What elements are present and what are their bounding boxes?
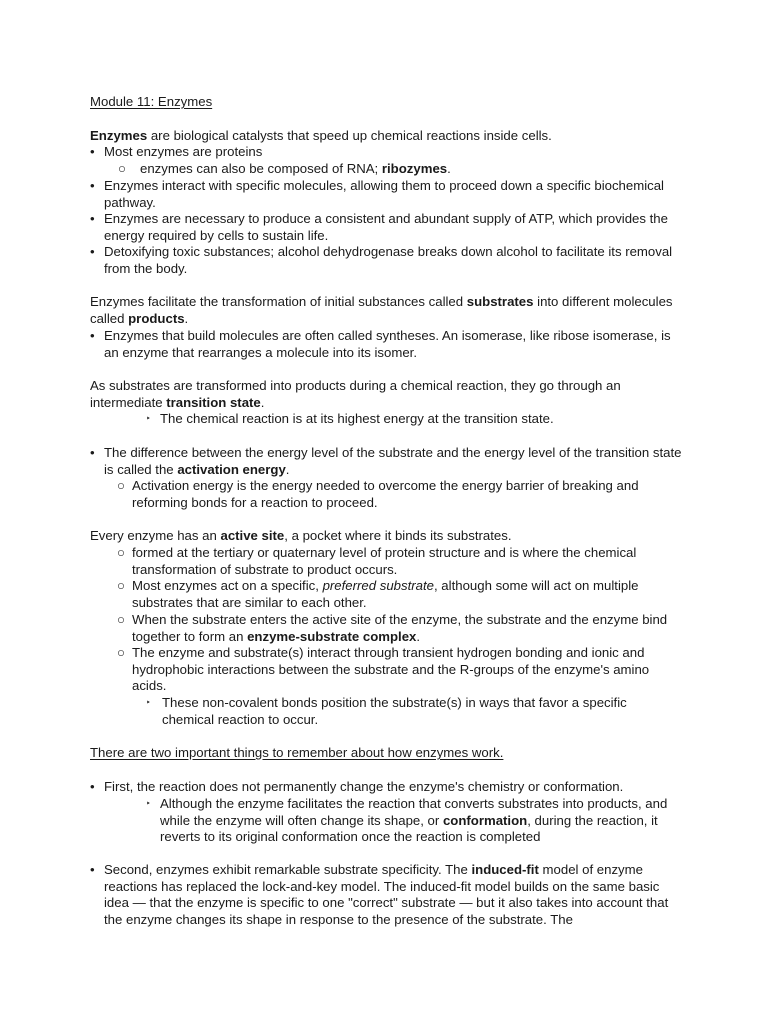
enzymes-intro: Enzymes are biological catalysts that speed up chemical reactions inside cells. [90,128,552,143]
circle-marker: ○ [117,545,125,560]
bullet-marker: • [90,244,95,259]
list-item: ○ enzymes can also be composed of RNA; ribozymes. [118,161,451,176]
bullet-marker: • [90,862,95,877]
term-active-site: active site [220,528,285,543]
term-induced-fit: induced-fit [471,862,539,877]
term-conformation: conformation [442,812,528,828]
bullet-marker: • [90,445,95,460]
list-item: ‣ These non-covalent bonds position the substrate(s) in ways that favor a specific chemical reaction to occur. [146,695,627,727]
arrow-marker: ‣ [146,698,151,707]
circle-marker: ○ [117,578,125,593]
module-title: Module 11: Enzymes [90,94,213,109]
term-preferred-substrate: preferred substrate [322,578,434,593]
list-item: • Enzymes that build molecules are often called syntheses. An isomerase, like ribose isomerase, is an enzyme that rearranges a molecule into its isomer. [90,328,671,360]
list-item: • Second, enzymes exhibit remarkable substrate specificity. The induced-fit model of enzyme reactions has replaced the lock-and-key model. The induced-fit model builds on the same basic idea — that the enzyme is specific to one "correct" substrate — but it also takes into account that the enzyme changes its shape in response to the presence of the substrate. The [90,862,669,927]
list-item: ○ When the substrate enters the active site of the enzyme, the substrate and the enzyme bind together to form an enzyme-substrate complex. [117,612,668,644]
arrow-marker: ‣ [146,414,151,423]
bullet-marker: • [90,211,95,226]
list-item: ○ formed at the tertiary or quaternary level of protein structure and is where the chemical transformation of substrate to product occurs. [117,545,637,577]
term-ribozymes: ribozymes [381,161,448,176]
list-item: • Enzymes interact with specific molecules, allowing them to proceed down a specific biochemical pathway. [90,178,664,210]
list-item: ○ Most enzymes act on a specific, preferred substrate, although some will act on multiple substrates that are similar to each other. [117,578,639,610]
active-site-paragraph: Every enzyme has an active site, a pocket where it binds its substrates. [90,528,512,543]
circle-marker: ○ [117,478,125,493]
list-item: • The difference between the energy level of the substrate and the energy level of the transition state is called the activation energy. [90,445,682,477]
term-transition-state: transition state [166,394,261,410]
bullet-marker: • [90,779,95,794]
term-enzymes: Enzymes [90,128,148,143]
list-item: • Most enzymes are proteins [90,144,263,159]
circle-marker: ○ [118,161,126,176]
arrow-marker: ‣ [146,799,151,808]
bullet-marker: • [90,178,95,193]
transition-paragraph: As substrates are transformed into products during a chemical reaction, they go through an intermediate transition state. [90,378,621,410]
list-item: ‣ Although the enzyme facilitates the reaction that converts substrates into products, and while the enzyme will often change its shape, or conformation, during the reaction, it reverts to its original conformation once the reaction is completed [146,796,668,845]
circle-marker: ○ [117,612,125,627]
list-item: ○ Activation energy is the energy needed to overcome the energy barrier of breaking and reforming bonds for a reaction to proceed. [117,478,639,510]
list-item: • First, the reaction does not permanently change the enzyme's chemistry or conformation. [90,779,624,794]
bullet-marker: • [90,144,95,159]
term-enzyme-substrate-complex: enzyme-substrate complex [247,628,417,644]
section-heading: There are two important things to remember about how enzymes work. [90,745,504,760]
circle-marker: ○ [117,645,125,660]
bullet-marker: • [90,328,95,343]
term-activation-energy: activation energy [177,461,286,477]
list-item: ‣ The chemical reaction is at its highest energy at the transition state. [146,411,554,426]
list-item: • Detoxifying toxic substances; alcohol dehydrogenase breaks down alcohol to facilitate its removal from the body. [90,244,673,276]
list-item: ○ The enzyme and substrate(s) interact through transient hydrogen bonding and ionic and hydrophobic interactions between the substrate and the R-groups of the enzyme's amino acids. [117,645,650,694]
term-substrates: substrates [466,294,534,309]
term-products: products [128,310,185,326]
substrates-paragraph: Enzymes facilitate the transformation of initial substances called substrates into different molecules called products. [90,294,673,326]
list-item: • Enzymes are necessary to produce a consistent and abundant supply of ATP, which provides the energy required by cells to sustain life. [90,211,668,243]
